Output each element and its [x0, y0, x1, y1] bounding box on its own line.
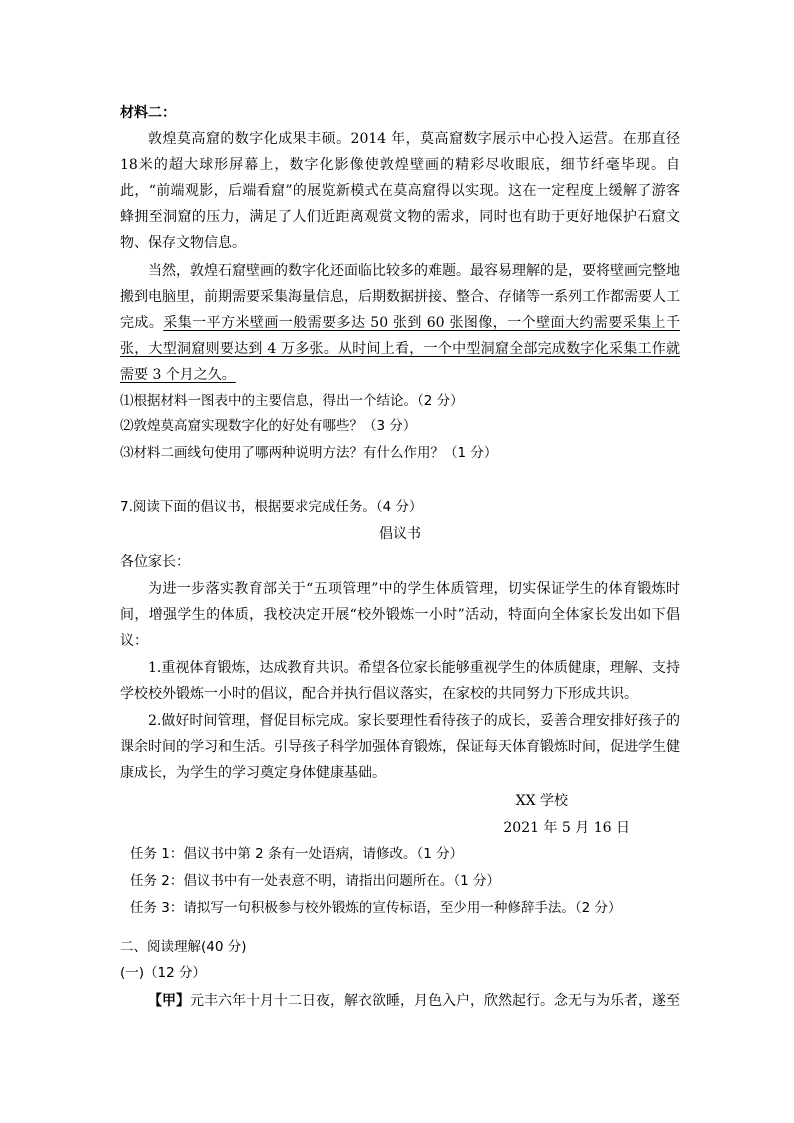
passage-text: 元丰六年十月十二日夜，解衣欲睡，月色入户，欣然起行。念无与为乐者，遂至 — [190, 993, 680, 1009]
material2-heading: 材料二： — [120, 105, 176, 121]
material2-paragraph-1: 敦煌莫高窟的数字化成果丰硕。2014 年，莫高窟数字展示中心投入运营。在那直径18米的超大球形屏幕上，数字化影像使敦煌壁画的精彩尽收眼底，细节纤毫毕现。自此，“前端观影，后端看窟”的展览新模式在莫高窟得以实现。这在一定程度上缓解了游客蜂拥至洞窟的压力，满足了人们近距离观赏文物的需求，同时也有助于更好地保护石窟文物、保存文物信息。 — [120, 131, 680, 251]
underlined-sentence: 采集一平方米壁画一般需要多达 50 张到 60 张图像，一个壁面大约需要采集上千张，大型洞窟则要达到 4 万多张。从时间上看，一个中型洞窟全部完成数字化采集工作就需要 3 个月之久。 — [120, 315, 680, 383]
proposal-salutation: 各位家长： — [120, 554, 190, 570]
passage-tag: 【甲】 — [148, 993, 190, 1009]
task-3: 任务 3：请拟写一句积极参与校外锻炼的宣传标语，至少用一种修辞手法。（2 分） — [130, 900, 622, 916]
proposal-signer-text: XX 学校 — [515, 793, 568, 809]
task-2: 任务 2：倡议书中有一处表意不明，请指出问题所在。（1 分） — [130, 873, 501, 889]
material2-paragraph-2-text: 当然，敦煌石窟壁画的数字化还面临比较多的难题。最容易理解的是，要将壁画完整地搬到电脑里，前期需要采集海量信息，后期数据拼接、整合、存储等一系列工作都需要人工完成。 — [120, 263, 680, 331]
material2-paragraph-2 — [120, 258, 680, 388]
question-2: ⑵敦煌莫高窟实现数字化的好处有哪些？（3 分） — [120, 418, 417, 434]
proposal-item-2: 2.做好时间管理，督促目标完成。家长要理性看待孩子的成长，妥善合理安排好孩子的课余时间的学习和生活。引导孩子科学加强体育锻炼，保证每天体育锻炼时间，促进学生健康成长，为学生的学习奠定身体健康基础。 — [120, 713, 680, 781]
proposal-date: 2021 年 5 月 16 日 — [503, 820, 630, 836]
proposal-item-1: 1.重视体育锻炼，达成教育共识。希望各位家长能够重视学生的体质健康，理解、支持学校校外锻炼一小时的倡议，配合并执行倡议落实，在家校的共同努力下形成共识。 — [120, 660, 680, 702]
passage-jia — [148, 988, 680, 1014]
task-1: 任务 1：倡议书中第 2 条有一处语病，请修改。（1 分） — [130, 846, 464, 862]
question-1: ⑴根据材料一图表中的主要信息，得出一个结论。（2 分） — [120, 393, 464, 409]
q7-prompt: 7.阅读下面的倡议书，根据要求完成任务。（4 分） — [120, 499, 423, 515]
proposal-title: 倡议书 — [379, 526, 421, 542]
question-3: ⑶材料二画线句使用了哪两种说明方法？有什么作用？（1 分） — [120, 445, 498, 461]
proposal-signer — [120, 788, 568, 814]
section-2-heading: 二、阅读理解(40 分) — [120, 939, 247, 955]
section-2-subheading: (一)（12 分） — [120, 965, 207, 981]
proposal-intro: 为进一步落实教育部关于“五项管理”中的学生体质管理，切实保证学生的体育锻炼时间，增强学生的体质，我校决定开展“校外锻炼一小时”活动，特面向全体家长发出如下倡议： — [120, 581, 680, 649]
